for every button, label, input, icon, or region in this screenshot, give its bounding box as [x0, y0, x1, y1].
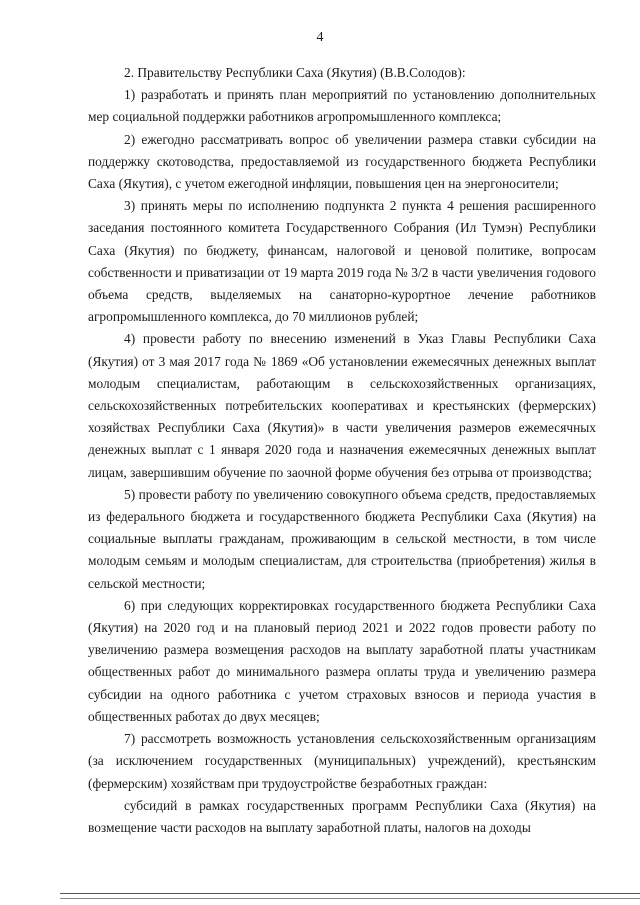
page-number: 4 — [316, 30, 324, 45]
paragraph-subitem-1: 1) разработать и принять план мероприятий по установлению дополнительных мер социальной поддержки работников агропромышленного комплекса; — [88, 87, 596, 125]
document-body — [88, 62, 596, 839]
paragraph-subitem-6: 6) при следующих корректировках государственного бюджета Республики Саха (Якутия) на 2020 год и на плановый период 2021 и 2022 годов провести работу по увеличению размера возмещения расходов на выплату заработной платы участникам общественных работ до минимального размера оплаты труда и увеличению размера субсидии на одного работника с учетом страховых взносов и периода участия в общественных работах до двух месяцев; — [88, 597, 596, 724]
paragraph-subitem-3: 3) принять меры по исполнению подпункта 2 пункта 4 решения расширенного заседания постоянного комитета Государственного Собрания (Ил Тумэн) Республики Саха (Якутия) по бюджету, финансам, налоговой и ценовой политике, вопросам собственности и приватизации от 19 марта 2019 года № 3/2 в части увеличения годового объема средств, выделяемых на санаторно-курортное лечение работников агропромышленного комплекса, до 70 миллионов рублей; — [88, 198, 596, 325]
bottom-divider — [60, 893, 640, 894]
paragraph-subitem-4: 4) провести работу по внесению изменений в Указ Главы Республики Саха (Якутия) от 3 мая 2017 года № 1869 «Об установлении ежемесячных денежных выплат молодым специалистам, работающим в сельскохозяйственных организациях, сельскохозяйственных потребительских кооперативах и крестьянских (фермерских) хозяйствах Республики Саха (Якутия)» в части увеличения размеров ежемесячных денежных выплат с 1 января 2020 года и назначения ежемесячных денежных выплат лицам, завершившим обучение по заочной форме обучения без отрыва от производства; — [88, 331, 596, 480]
paragraph-subitem-5: 5) провести работу по увеличению совокупного объема средств, предоставляемых из федерального бюджета и государственного бюджета Республики Саха (Якутия) на социальные выплаты гражданам, проживающим в сельской местности, в том числе молодым семьям и молодым специалистам, для строительства (приобретения) жилья в сельской местности; — [88, 486, 596, 591]
paragraph-subitem-2: 2) ежегодно рассматривать вопрос об увеличении размера ставки субсидии на поддержку скотоводства, предоставляемой из государственного бюджета Республики Саха (Якутия), с учетом ежегодной инфляции, повышения цен на энергоносители; — [88, 131, 596, 192]
paragraph-subitem-7: 7) рассмотреть возможность установления сельскохозяйственным организациям (за исключением государственных (муниципальных) учреждений), крестьянским (фермерским) хозяйствам при трудоустройстве безработных граждан: — [88, 731, 596, 791]
paragraph-item-2: 2. Правительству Республики Саха (Якутия) (В.В.Солодов): — [124, 65, 466, 80]
paragraph-subsidies: субсидий в рамках государственных программ Республики Саха (Якутия) на возмещение части расходов на выплату заработной платы, налогов на доходы — [88, 797, 596, 835]
bottom-divider-secondary — [60, 898, 640, 899]
